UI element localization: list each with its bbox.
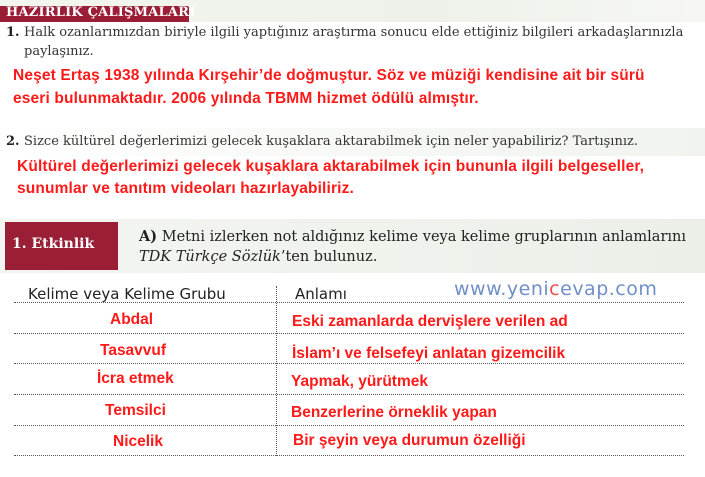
table-row-meaning: Benzerlerine örneklik yapan xyxy=(291,404,497,421)
table-row-word: Nicelik xyxy=(113,433,163,450)
question-1-answer-line2: eseri bulunmaktadır. 2006 yılında TBMM hizmet ödülü almıştır. xyxy=(13,90,479,107)
question-1-text-line1: Halk ozanlarımızdan biriyle ilgili yaptığınız araştırma sonucu elde ettiğiniz bilgileri arkadaşlarınızla xyxy=(24,25,684,40)
activity-part-label: A) xyxy=(139,228,158,245)
table-row-word: Temsilci xyxy=(105,402,166,419)
question-1-text-line2: paylaşınız. xyxy=(24,44,94,59)
row-divider xyxy=(14,425,684,426)
row-divider xyxy=(14,333,684,334)
row-divider xyxy=(14,394,684,395)
question-2-answer-line2: sunumlar ve tanıtım videoları hazırlayabiliriz. xyxy=(17,180,354,197)
question-2-text: Sizce kültürel değerlerimizi gelecek kuşaklara aktarabilmek için neler yapabiliriz? Tartışınız. xyxy=(24,134,638,149)
row-divider xyxy=(14,302,684,303)
col-header-word: Kelime veya Kelime Grubu xyxy=(28,285,226,303)
table-row-word: Abdal xyxy=(110,311,154,328)
table-row-meaning: Yapmak, yürütmek xyxy=(291,373,428,390)
watermark-part1: www.yeni xyxy=(454,278,550,300)
activity-source: TDK Türkçe Sözlük xyxy=(139,249,281,265)
activity-instruction-line2 xyxy=(139,249,377,265)
activity-label: 1. Etkinlik xyxy=(12,236,95,252)
watermark xyxy=(454,278,657,300)
table-row-word: İcra etmek xyxy=(97,370,174,387)
section-title: HAZIRLIK ÇALIŞMALARI xyxy=(6,5,196,20)
activity-instruction-line1 xyxy=(139,228,686,245)
watermark-part3: evap.com xyxy=(560,278,658,300)
table-row-meaning: Eski zamanlarda dervişlere verilen ad xyxy=(292,313,568,330)
question-2-number: 2. xyxy=(6,134,20,149)
row-divider xyxy=(14,455,684,456)
column-divider xyxy=(276,286,277,456)
question-1-answer-line1: Neşet Ertaş 1938 yılında Kırşehir’de doğmuştur. Söz ve müziği kendisine ait bir sürü xyxy=(13,67,645,84)
table-row-meaning: Bir şeyin veya durumun özelliği xyxy=(293,432,526,449)
activity-instruction-rest: ’ten bulunuz. xyxy=(280,249,378,265)
activity-instruction-text: Metni izlerken not aldığınız kelime veya kelime gruplarının anlamlarını xyxy=(161,229,686,245)
watermark-part2: c xyxy=(549,278,561,300)
question-2-answer-line1: Kültürel değerlerimizi gelecek kuşaklara aktarabilmek için bununla ilgili belgeseller, xyxy=(17,158,645,175)
row-divider xyxy=(14,363,684,364)
question-1-number: 1. xyxy=(6,25,20,40)
table-row-meaning: İslam’ı ve felsefeyi anlatan gizemcilik xyxy=(292,345,566,362)
col-header-meaning: Anlamı xyxy=(295,285,347,303)
table-row-word: Tasavvuf xyxy=(100,342,167,359)
